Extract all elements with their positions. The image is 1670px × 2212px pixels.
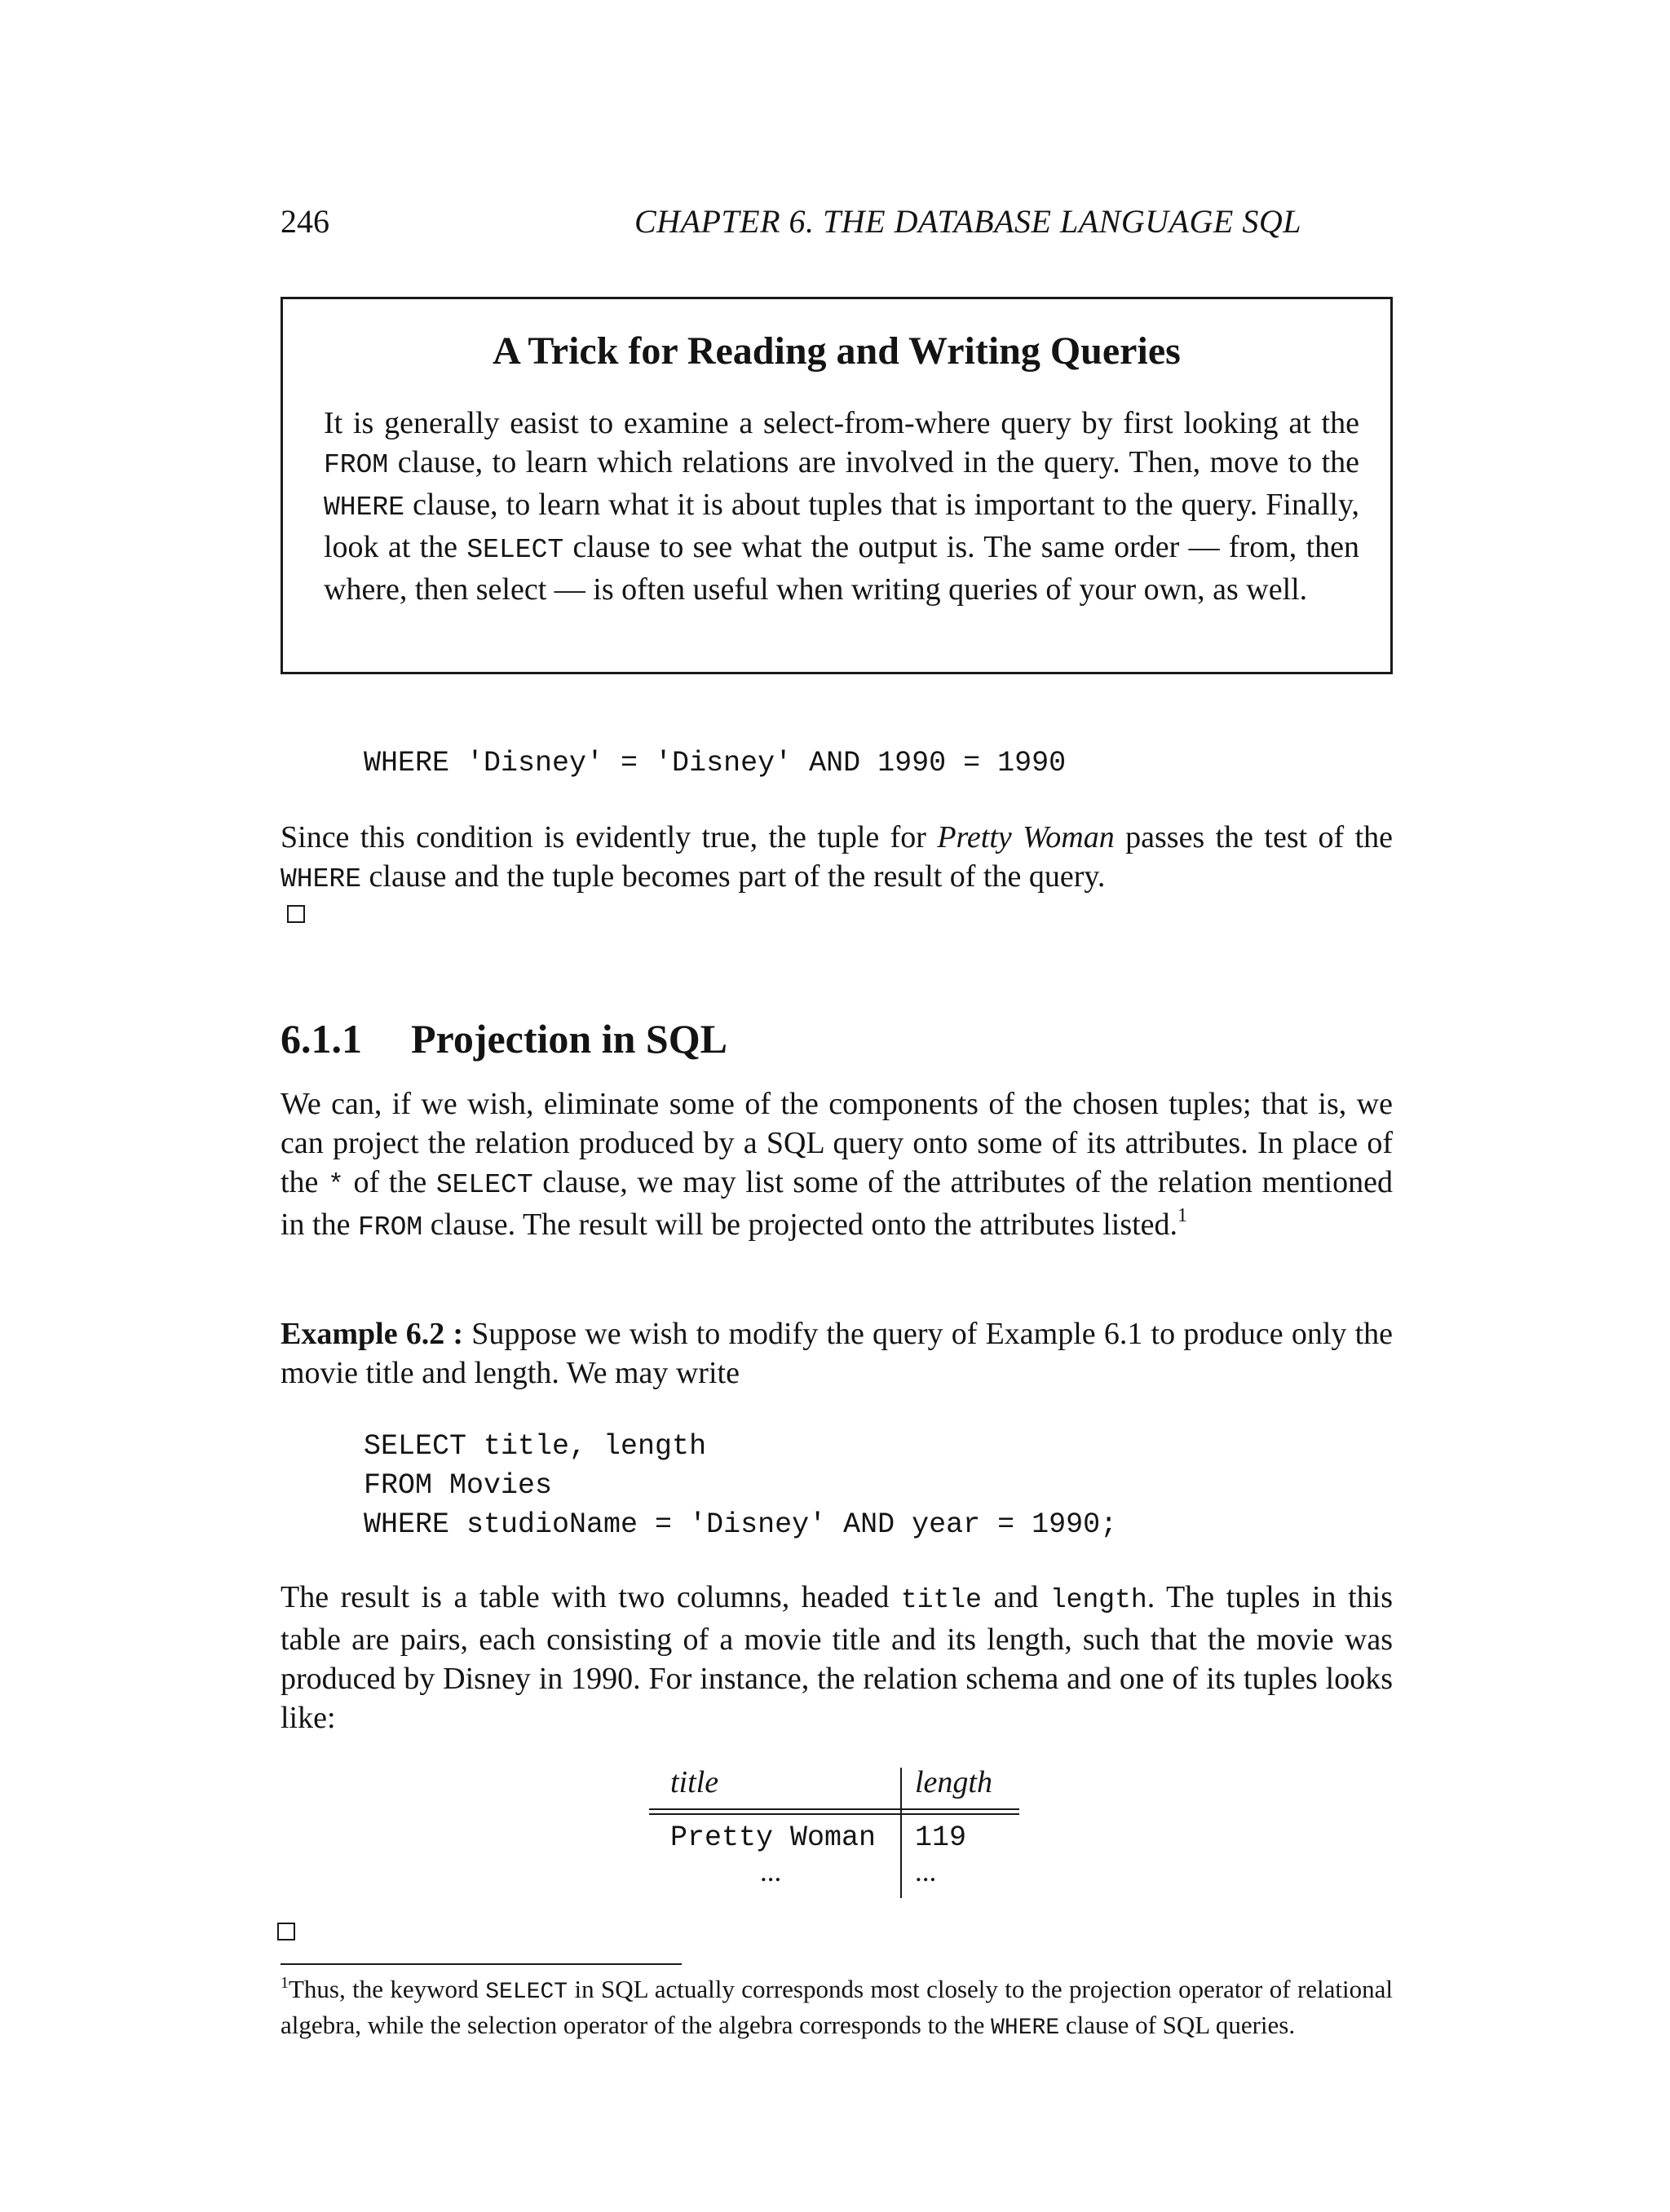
paragraph-text: clause, we may list some of the attributes of the relation mentioned in the [281, 1165, 1393, 1242]
paragraph-text: clause and the tuple becomes part of the result of the query. [361, 859, 1106, 894]
table-header-length: length [915, 1765, 992, 1799]
code-line: SELECT title, length [364, 1430, 707, 1463]
inline-code-where: WHERE [281, 864, 362, 894]
section-number: 6.1.1 [281, 1016, 362, 1062]
paragraph-projection [281, 1084, 1393, 1247]
box-text: It is generally easist to examine a select-from-where query by first looking at the [324, 406, 1359, 440]
inline-code-from: FROM [357, 1212, 423, 1243]
paragraph-text: Since this condition is evidently true, the tuple for [281, 820, 938, 854]
column-separator [900, 1768, 902, 1898]
inline-code-select: SELECT [485, 1980, 568, 2005]
inline-code-title: title [900, 1585, 982, 1615]
footnote-text: Thus, the keyword [289, 1975, 486, 2003]
inline-code-select: SELECT [466, 535, 564, 565]
code-query [364, 1427, 1117, 1544]
paragraph-text: . The tuples in this table are pairs, each consisting of a movie title and its length, such that the movie was produced by Disney in 1990. For instance, the relation schema and one of its tuples looks like: [281, 1580, 1393, 1735]
inline-code-where: WHERE [324, 492, 405, 523]
footnote-rule [281, 1963, 682, 1965]
paragraph-text: We can, if we wish, eliminate some of the components of the chosen tuples; that is, we can project the relation produced by a SQL query onto some of its attributes. In place of the [281, 1087, 1393, 1199]
table-cell: Pretty Woman [670, 1821, 877, 1854]
header-rule [649, 1808, 1019, 1810]
section-heading [281, 1015, 727, 1062]
paragraph-text: clause. The result will be projected onto the attributes listed. [422, 1208, 1178, 1242]
footnote-text: clause of SQL queries. [1059, 2011, 1296, 2039]
paragraph-text: and [981, 1580, 1050, 1614]
code-line: WHERE studioName = 'Disney' AND year = 1990; [364, 1508, 1118, 1541]
box-title: A Trick for Reading and Writing Queries [493, 329, 1181, 373]
inline-code-from: FROM [324, 450, 389, 480]
inline-code-select: SELECT [435, 1170, 533, 1200]
end-of-proof-icon [277, 1923, 295, 1940]
paragraph-example [281, 1314, 1393, 1393]
running-head: CHAPTER 6. THE DATABASE LANGUAGE SQL [634, 203, 1301, 240]
code-where-clause: WHERE 'Disney' = 'Disney' AND 1990 = 1990 [364, 747, 1067, 779]
paragraph-since [281, 818, 1393, 899]
movie-name: Pretty Woman [937, 820, 1115, 854]
table-cell: ... [760, 1856, 782, 1887]
paragraph-text: The result is a table with two columns, headed [281, 1580, 901, 1614]
section-title: Projection in SQL [411, 1016, 727, 1062]
box-text: clause, to learn what it is about tuples that is important to the query. Finally, look at the [324, 488, 1359, 564]
example-label: Example 6.2 : [281, 1317, 464, 1351]
table-header-title: title [670, 1765, 719, 1799]
box-body [324, 404, 1359, 609]
footnote [281, 1973, 1393, 2045]
table-cell: ... [915, 1856, 937, 1887]
code-line: FROM Movies [364, 1469, 553, 1502]
footnote-reference: 1 [1177, 1205, 1188, 1226]
inline-code-length: length [1049, 1585, 1147, 1615]
footnote-text: in SQL actually corresponds most closely to the projection operator of relational algebra, while the selection operator of the algebra corresponds to the [281, 1975, 1394, 2039]
trick-box [281, 297, 1393, 674]
paragraph-result [281, 1578, 1393, 1737]
inline-code-star: * [328, 1170, 344, 1200]
box-text: clause, to learn which relations are involved in the query. Then, move to the [388, 445, 1359, 479]
end-of-proof-icon [287, 905, 305, 923]
header-rule [649, 1813, 1019, 1815]
result-table [649, 1764, 1019, 1898]
paragraph-text: of the [343, 1165, 436, 1199]
table-cell: 119 [915, 1821, 967, 1854]
page-number: 246 [281, 203, 329, 240]
footnote-mark: 1 [281, 1974, 289, 1992]
paragraph-text: passes the test of the [1114, 820, 1394, 854]
box-text: clause to see what the output is. The same order — from, then where, then select — is often useful when writing queries of your own, as well. [324, 530, 1359, 607]
inline-code-where: WHERE [991, 2016, 1060, 2041]
paragraph-text: Suppose we wish to modify the query of Example 6.1 to produce only the movie title and length. We may write [281, 1317, 1394, 1390]
